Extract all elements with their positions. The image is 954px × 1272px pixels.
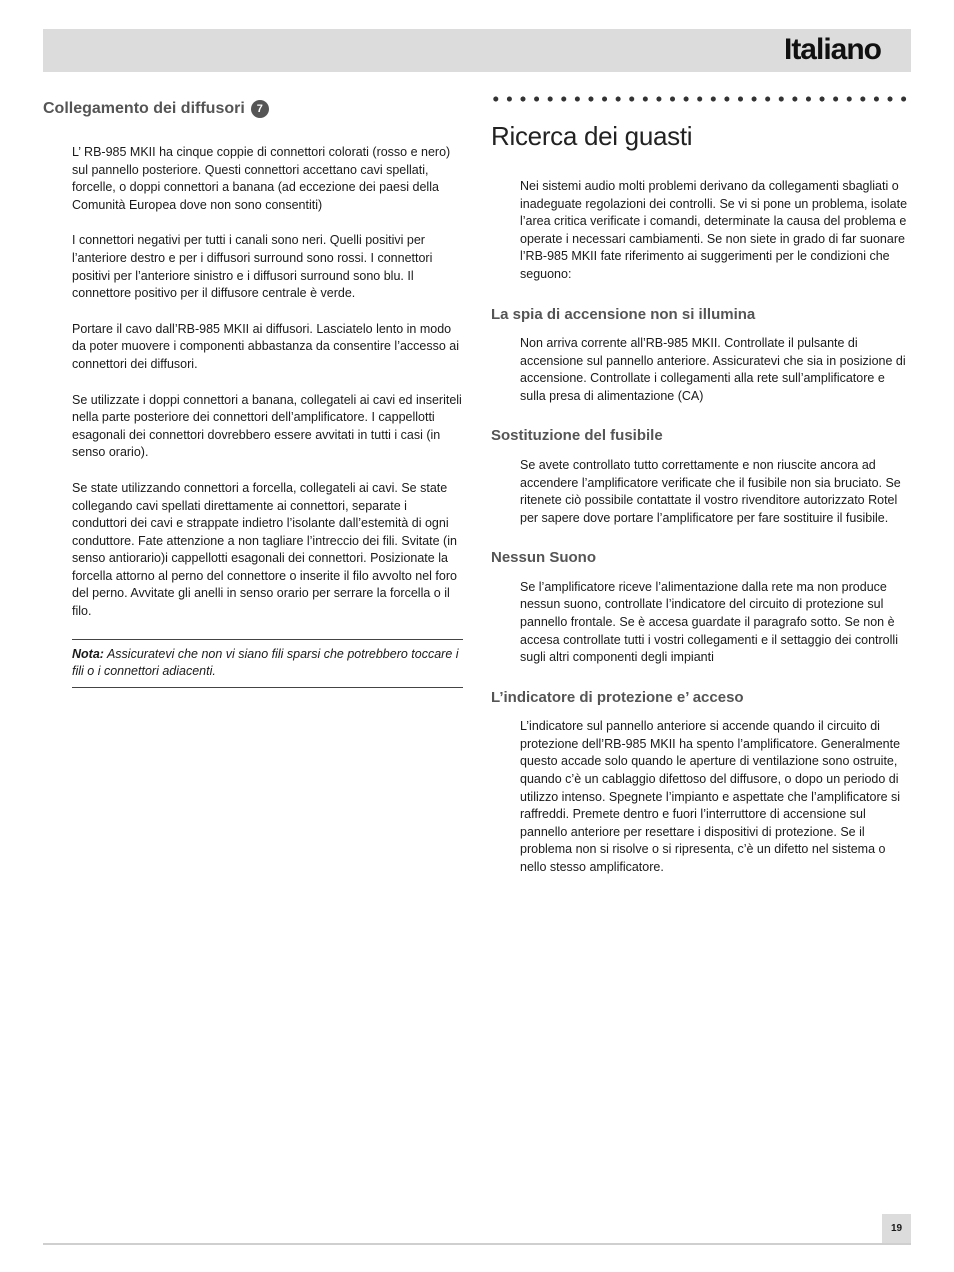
- paragraph: Se state utilizzando connettori a forcella, collegateli ai cavi. Se state collegando cavi spellati direttamente ai connettori, separate i conduttori dei cavi e strappate indietro l’isolante dall’estemità di ogni conduttore. Fate attenzione a non tagliare l’intreccio dei fili. Svitate (in senso antiorario)i cappellotti esagonali dei connettori. Posizionate la forcella attorno al perno del connettore o inserite il filo avvolto nel foro del perno. Avvitate gli anelli in senso orario per serrare la forcella o il filo.: [72, 480, 457, 619]
- section-heading: [43, 100, 463, 118]
- subsection-heading: La spia di accensione non si illumina: [491, 305, 756, 323]
- subsection-text: Se l’amplificatore riceve l’alimentazione dalla rete ma non produce nessun suono, controllate l’indicatore del circuito di protezione sul pannello frontale. Se è accesa guardate il paragrafo sotto. Se non è accesa controllate tutti i vostri collegamenti e il settaggio dei controlli sugli altri componenti degli impianti: [520, 579, 898, 665]
- paragraph: Portare il cavo dall’RB-985 MKII ai diffusori. Lasciatelo lento in modo da poter muovere i componenti abbastanza da consentire l’accesso ai connettori dei diffusori.: [72, 321, 460, 371]
- subsection-heading: L’indicatore di protezione e’ acceso: [491, 688, 744, 706]
- footer-rule: [43, 1243, 911, 1245]
- note-box: [72, 639, 463, 688]
- language-title: Italiano: [783, 33, 881, 66]
- page-title: Ricerca dei guasti: [491, 121, 693, 151]
- intro-paragraph: Nei sistemi audio molti problemi derivano da collegamenti sbagliati o inadeguate regolazioni dei controlli. Se vi si pone un problema, isolate l’area critica verificate i comandi, determinate la causa del problema e operate i necessari cambiamenti. Se non siete in grado di far suonare l’RB-985 MKII fate riferimento ai suggerimenti per le condizioni che seguono:: [520, 179, 908, 281]
- section-heading-text: Collegamento dei diffusori: [43, 100, 245, 117]
- paragraph: L’ RB-985 MKII ha cinque coppie di connettori colorati (rosso e nero) sul pannello posteriore. Questi connettori accettano cavi spellati, forcelle, o doppi connettori a banana (ad eccezione dei paesi della Comunità Europea dove non sono consentiti): [72, 145, 451, 212]
- subsection-text: L’indicatore sul pannello anteriore si accende quando il circuito di protezione dell’RB-985 MKII ha spento l’amplificatore. Generalmente questo accade solo quando le aperture di ventilazione sono ostruite, quando c’è un cablaggio difettoso del diffusore, o dopo un periodo di utilizzo intenso. Spegnete l’impianto e aspettate che l’amplificatore si raffreddi. Premete dentro e fuori l’interruttore di accensione sul pannello anteriore per resettare i dispositivi di protezione. Se il problema non si risolve o si ripresenta, c’è un difetto nel sistema o nello stesso amplificatore.: [520, 719, 901, 875]
- subsection-text: Se avete controllato tutto correttamente e non riuscite ancora ad accendere l’amplificatore verificate che il fusibile non sia bruciato. Se ritenete ciò possibile contattate il vostro rivenditore autorizzato Rotel per sapere dove portare l’amplificatore per fare sostituire il fusibile.: [520, 457, 901, 525]
- paragraph: I connettori negativi per tutti i canali sono neri. Quelli positivi per l’anteriore destro e per i diffusori surround sono rossi. I connettori positivi per l’anteriore sinistro e i diffusori surround sono blu. Il connettore positivo per il diffusore centrale è verde.: [72, 233, 433, 301]
- page-number: 19: [882, 1214, 911, 1243]
- note-text: Assicuratevi che non vi siano fili sparsi che potrebbero toccare i fili o i connettori adiacenti.: [72, 646, 459, 679]
- left-column: [43, 100, 463, 688]
- figure-badge: 7: [251, 100, 269, 118]
- note-label: Nota:: [72, 646, 104, 661]
- subsection-heading: Sostituzione del fusibile: [491, 427, 663, 445]
- subsection-heading: Nessun Suono: [491, 549, 597, 567]
- dotted-divider: [491, 95, 911, 103]
- right-column: [491, 95, 911, 899]
- paragraph: Se utilizzate i doppi connettori a banana, collegateli ai cavi ed inseriteli nella parte posteriore dei connettori dell’amplificatore. I cappellotti esagonali dei connettori dovrebbero essere avvitati in tutti i casi (in senso orario).: [72, 392, 462, 460]
- subsection-text: Non arriva corrente all’RB-985 MKII. Controllate il pulsante di accensione sul pannello anteriore. Assicuratevi che sia in posizione di accensione. Controllate i collegamenti alla rete sull’amplificatore e sulla presa di alimentazione (CA): [520, 336, 906, 403]
- header-bar: [43, 29, 911, 72]
